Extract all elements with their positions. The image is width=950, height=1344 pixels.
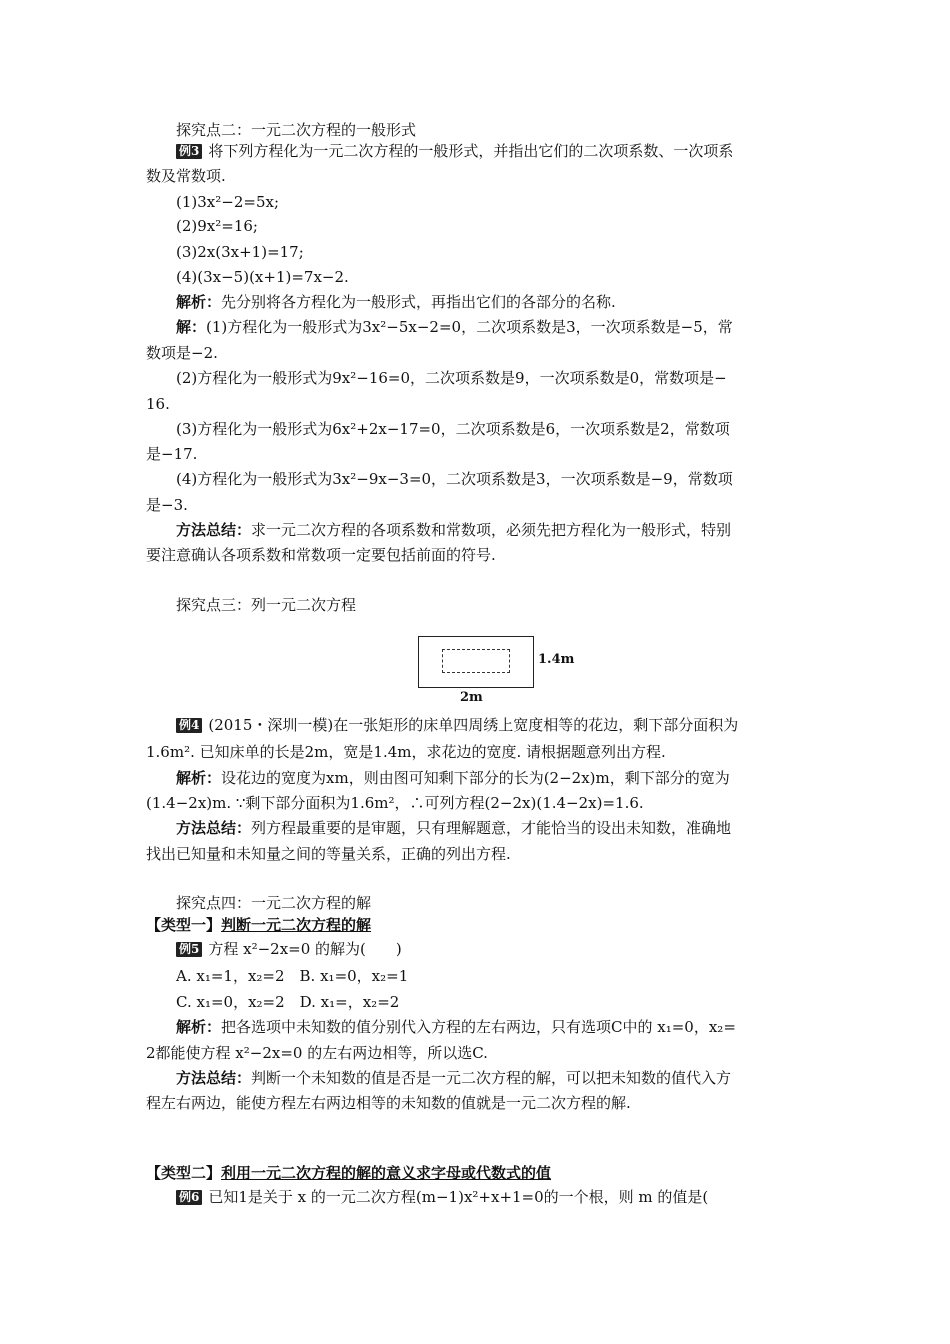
- method-summary-4: 方法总结：判断一个未知数的值是否是一元二次方程的解，可以把未知数的值代入方: [176, 1069, 732, 1087]
- options-cd: C. x₁=0，x₂=2 D. x₁=，x₂=2: [176, 993, 400, 1011]
- method-summary-3-cont: 找出已知量和未知量之间的等量关系，正确的列出方程.: [146, 845, 511, 863]
- item-1: (1)3x²−2=5x;: [176, 193, 280, 211]
- analysis-4-cont: (1.4−2x)m. ∵剩下部分面积为1.6m²，∴可列方程(2−2x)(1.4−2x)=1.6.: [146, 794, 644, 812]
- figure-height-label: 1.4m: [538, 652, 575, 667]
- method-summary-2: 方法总结：求一元二次方程的各项系数和常数项，必须先把方程化为一般形式，特别: [176, 521, 732, 539]
- bedsheet-figure: [418, 636, 575, 706]
- method-summary-3: 方法总结：列方程最重要的是审题，只有理解题意，才能恰当的设出未知数，准确地: [176, 819, 732, 837]
- example-4-tag: 例4: [176, 718, 202, 733]
- example-4-question: 例4 (2015・深圳一模)在一张矩形的床单四周绣上宽度相等的花边，剩下部分面积为: [176, 715, 846, 735]
- example-5-tag: 例5: [176, 942, 202, 957]
- item-4: (4)(3x−5)(x+1)=7x−2.: [176, 268, 349, 286]
- example-5-question: 例5 方程 x²−2x=0 的解为( ): [176, 939, 846, 959]
- solution-4-cont: 是−3.: [146, 496, 188, 514]
- example-3-tag: 例3: [176, 144, 202, 159]
- section-heading-4: 探究点四：一元二次方程的解: [176, 894, 372, 912]
- options-ab: A. x₁=1，x₂=2 B. x₁=0，x₂=1: [176, 967, 409, 985]
- method-summary-4-cont: 程左右两边，能使方程左右两边相等的未知数的值就是一元二次方程的解.: [146, 1094, 631, 1112]
- solution-3-cont: 是−17.: [146, 445, 198, 463]
- solution-3: (3)方程化为一般形式为6x²+2x−17=0，二次项系数是6，一次项系数是2，常数项: [176, 420, 730, 438]
- section-heading-2: 探究点二：一元二次方程的一般形式: [176, 121, 417, 139]
- section-heading-3: 探究点三：列一元二次方程: [176, 596, 357, 614]
- analysis-2: 解析：先分别将各方程化为一般形式，再指出它们的各部分的名称.: [176, 293, 616, 311]
- figure-width-label: 2m: [460, 690, 483, 705]
- type-1-heading: 【类型一】判断一元二次方程的解: [146, 916, 372, 934]
- solution-4: (4)方程化为一般形式为3x²−9x−3=0，二次项系数是3，一次项系数是−9，常数项: [176, 470, 733, 488]
- analysis-5: 解析：把各选项中未知数的值分别代入方程的左右两边，只有选项C中的 x₁=0，x₂=: [176, 1018, 736, 1036]
- analysis-5-cont: 2都能使方程 x²−2x=0 的左右两边相等，所以选C.: [146, 1044, 488, 1062]
- bedsheet-inner-dashed-rect: [442, 649, 510, 673]
- example-6-tag: 例6: [176, 1190, 202, 1205]
- solution-1: 解：(1)方程化为一般形式为3x²−5x−2=0，二次项系数是3，一次项系数是−5，常: [176, 318, 733, 336]
- solution-2-cont: 16.: [146, 395, 170, 413]
- analysis-4: 解析：设花边的宽度为xm，则由图可知剩下部分的长为(2−2x)m，剩下部分的宽为: [176, 769, 730, 787]
- type-2-heading: 【类型二】利用一元二次方程的解的意义求字母或代数式的值: [146, 1164, 552, 1182]
- example-3-question-cont: 数及常数项.: [146, 167, 226, 185]
- solution-1-cont: 数项是−2.: [146, 344, 218, 362]
- example-4-question-cont: 1.6m². 已知床单的长是2m，宽是1.4m，求花边的宽度. 请根据题意列出方程.: [146, 743, 666, 761]
- example-6-question: 例6 已知1是关于 x 的一元二次方程(m−1)x²+x+1=0的一个根，则 m 的值是(: [176, 1187, 846, 1207]
- item-2: (2)9x²=16;: [176, 217, 258, 235]
- method-summary-2-cont: 要注意确认各项系数和常数项一定要包括前面的符号.: [146, 546, 496, 564]
- example-3-question: 例3 将下列方程化为一元二次方程的一般形式，并指出它们的二次项系数、一次项系: [176, 141, 846, 161]
- solution-2: (2)方程化为一般形式为9x²−16=0，二次项系数是9，一次项系数是0，常数项是−: [176, 369, 727, 387]
- item-3: (3)2x(3x+1)=17;: [176, 243, 304, 261]
